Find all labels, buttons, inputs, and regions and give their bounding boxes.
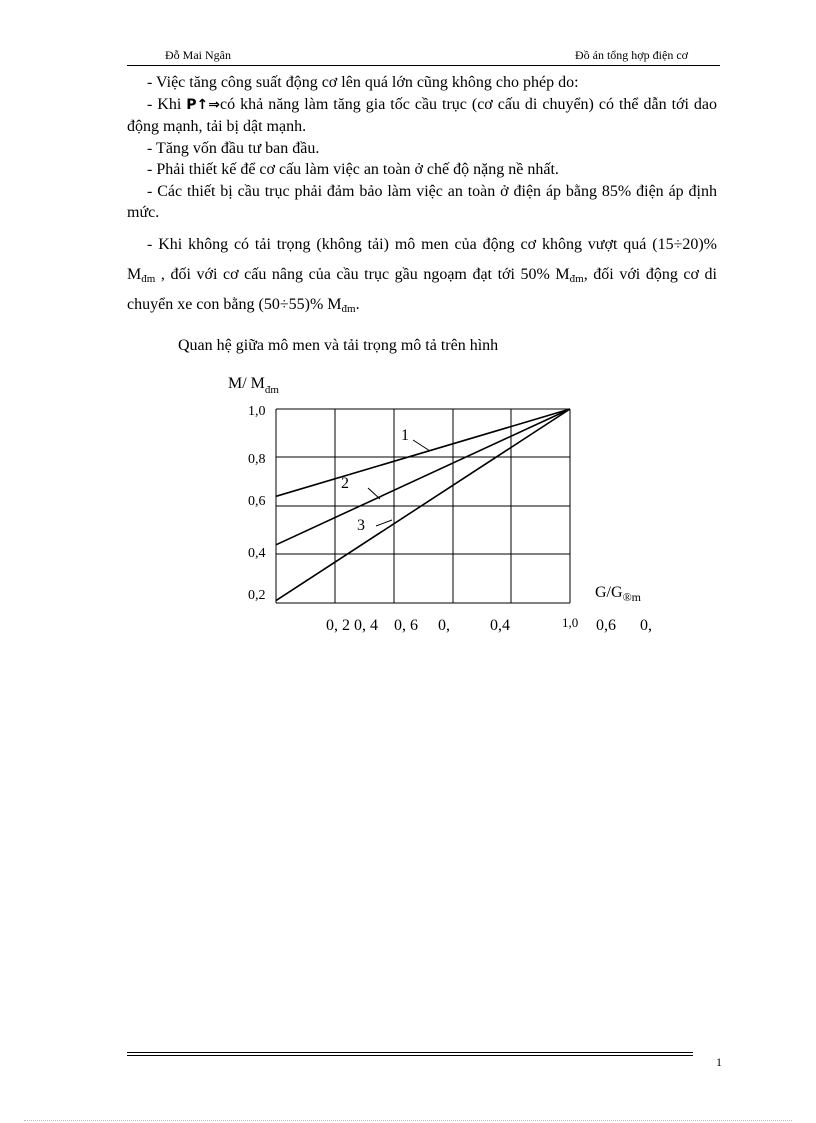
y-tick-label: 0,8 (248, 452, 266, 467)
x-axis-label: $G/G_{®m}$ (595, 584, 642, 604)
figure-caption: Quan hệ giữa mô men và tải trọng mô tả trên hình (178, 337, 499, 354)
series-leader-2 (368, 488, 380, 499)
paragraph-6 (127, 230, 717, 320)
paragraph-1: - Việc tăng công suất động cơ lên quá lớn cũng không cho phép do: (147, 74, 579, 91)
subscript-dm-1: đm (141, 272, 156, 285)
body-text (127, 72, 717, 320)
series-label-1: 1 (401, 427, 409, 444)
x-tick-labels: 0, 2 0, 4 0, 6 0, 0,4 (326, 617, 510, 634)
paragraph-2 (127, 94, 717, 138)
series-line-1 (276, 409, 570, 496)
y-tick-label: 0,4 (248, 546, 266, 561)
header-title: Đồ án tổng hợp điện cơ (574, 48, 688, 62)
page-edge-dots (24, 1120, 792, 1121)
subscript-dm-2: đm (569, 272, 584, 285)
series-label-3: 3 (357, 517, 365, 534)
paragraph-6-part-d: . (355, 295, 360, 313)
paragraph-2-rest: có khả năng làm tăng gia tốc cầu trục (cơ cấu di chuyển) có thể dẫn tới dao động mạnh, tải bị dật mạnh. (127, 95, 717, 135)
paragraph-6-part-c: , đối với động cơ di chuyển xe con bằng (50÷55)% M (127, 265, 717, 313)
paragraph-4: - Phải thiết kế để cơ cấu làm việc an toàn ở chế độ nặng nề nhất. (147, 161, 559, 178)
paragraph-5: - Các thiết bị cầu trục phải đảm bảo làm việc an toàn ở điện áp bằng 85% điện áp định mức. (127, 182, 717, 221)
series-leader-3 (376, 520, 392, 526)
header-author: Đỗ Mai Ngân (165, 48, 231, 62)
x-tick-label-end: 1,0 (562, 615, 579, 630)
y-tick-label: 1,0 (248, 404, 266, 419)
y-tick-label: 0,2 (248, 588, 266, 603)
series-line-2 (276, 409, 570, 545)
paragraph-3: - Tăng vốn đầu tư ban đầu. (147, 139, 320, 157)
y-axis-label: M/ $M_{đm}$ (228, 375, 279, 396)
subscript-dm-3: đm (341, 302, 356, 315)
series-leader-1 (413, 440, 430, 451)
y-tick-label: 0,6 (248, 494, 266, 509)
paragraph-2-start: - Khi (147, 95, 187, 113)
power-increase-symbol: P↑⇒ (186, 96, 221, 113)
series-line-3 (276, 409, 570, 601)
page-number: 1 (716, 1055, 722, 1069)
paragraph-6-part-a: - Khi không có tải trọng (không tải) mô men của động cơ không vượt quá (15÷20)% M (127, 235, 717, 283)
header-rule (127, 65, 720, 66)
footer-rule-bottom (127, 1055, 693, 1056)
paragraph-6-part-b: , đối với cơ cấu nâng của cầu trục gầu ngoạm đạt tới 50% M (155, 265, 570, 283)
footer-rule-top (127, 1052, 693, 1053)
series-label-2: 2 (341, 475, 349, 492)
x-tick-labels-extra: 0,6 0, (596, 617, 652, 634)
